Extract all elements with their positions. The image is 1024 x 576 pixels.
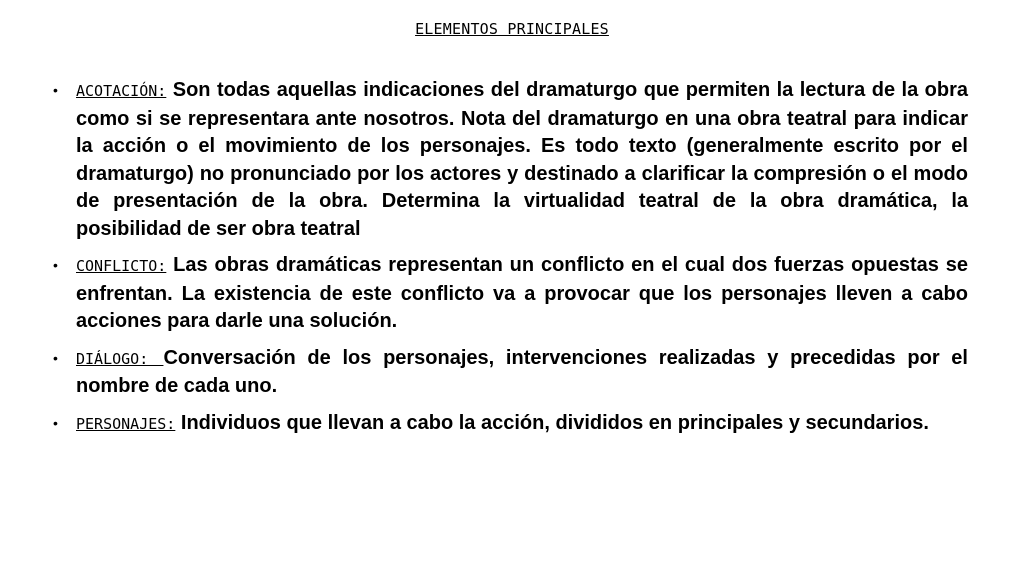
bullet-list bbox=[50, 77, 968, 447]
definition-text: Individuos que llevan a cabo la acción, divididos en principales y secundarios. bbox=[175, 411, 929, 434]
bullet-icon: • bbox=[53, 82, 58, 98]
bullet-icon: • bbox=[53, 349, 58, 366]
list-item-acotacion bbox=[50, 77, 968, 243]
term-label: ACOTACIÓN: bbox=[76, 82, 167, 100]
bullet-icon: • bbox=[53, 257, 58, 273]
bullet-icon: • bbox=[53, 414, 58, 431]
list-item-personajes bbox=[50, 410, 968, 439]
list-item-dialogo bbox=[50, 345, 968, 401]
term-label: CONFLICTO: bbox=[76, 257, 167, 275]
definition-text: Las obras dramáticas representan un conflicto en el cual dos fuerzas opuestas se enfrentan. La existencia de este conflicto va a provocar que los personajes lleven a cabo acciones para darle una solución. bbox=[76, 254, 968, 332]
slide-title: ELEMENTOS PRINCIPALES bbox=[415, 20, 609, 38]
term-label: PERSONAJES: bbox=[76, 414, 176, 433]
list-item-conflicto bbox=[50, 252, 968, 336]
definition-text: Son todas aquellas indicaciones del dramaturgo que permiten la lectura de la obra como si se representara ante nosotros. Nota del dramaturgo en una obra teatral para indicar la acción o el movimiento de los personajes. Es todo texto (generalmente escrito por el dramaturgo) no pronunciado por los actores y destinado a clarificar la compresión o el modo de presentación de la obra. Determina la virtualidad teatral de la obra dramática, la posibilidad de ser obra teatral bbox=[76, 79, 968, 240]
term-label: DIÁLOGO: bbox=[76, 349, 164, 368]
definition-text: Conversación de los personajes, intervenciones realizadas y precedidas por el nombre de cada uno. bbox=[76, 346, 968, 397]
